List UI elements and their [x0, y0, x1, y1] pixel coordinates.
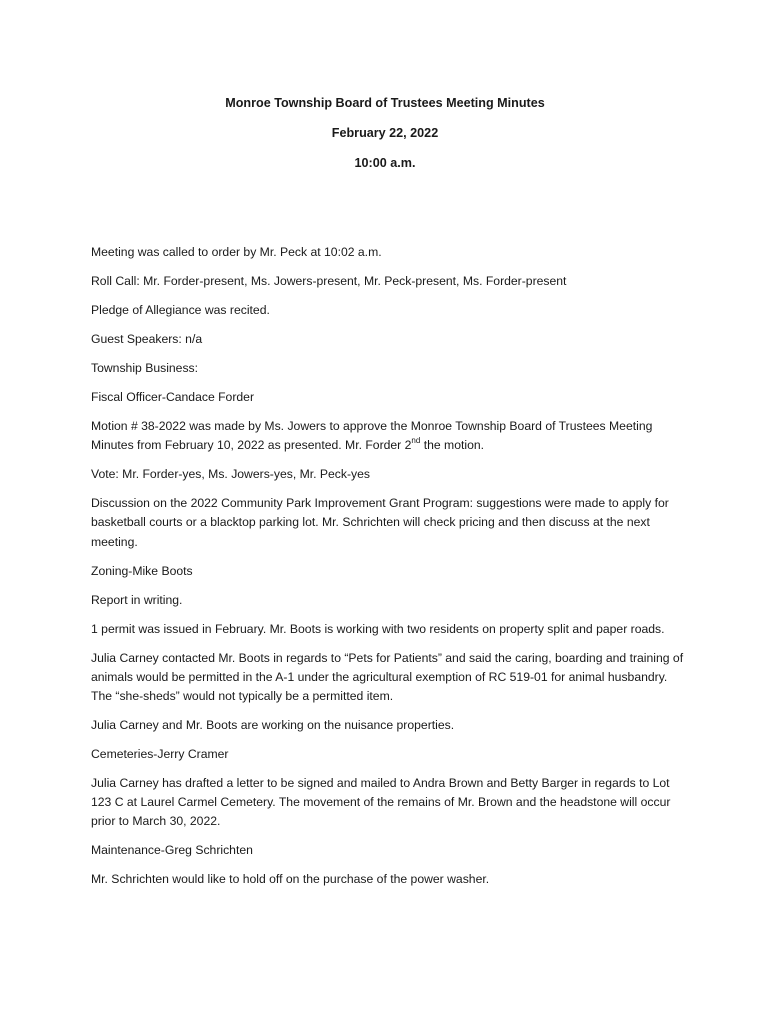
motion-text-a: Motion # 38-2022 was made by Ms. Jowers to approve the Monroe Township Board of Trustees Meeting Minutes from February 10, 2022 as presented. Mr. Forder 2 — [91, 419, 653, 453]
fiscal-officer-heading: Fiscal Officer-Candace Forder — [91, 390, 255, 404]
zoning-heading: Zoning-Mike Boots — [91, 563, 193, 578]
pledge: Pledge of Allegiance was recited. — [91, 303, 270, 317]
nuisance-paragraph: Julia Carney and Mr. Boots are working on the nuisance properties. — [91, 718, 455, 733]
call-to-order: Meeting was called to order by Mr. Peck at 10:02 a.m. — [91, 245, 382, 259]
document-header — [0, 94, 770, 184]
motion-text-b: the motion. — [420, 438, 485, 453]
meeting-date: February 22, 2022 — [331, 126, 439, 140]
motion-superscript: nd — [411, 436, 421, 446]
township-business-heading: Township Business: — [91, 361, 199, 375]
zoning-report: Report in writing. — [91, 592, 183, 607]
roll-call: Roll Call: Mr. Forder-present, Ms. Jowers-present, Mr. Peck-present, Ms. Forder-present — [91, 274, 567, 288]
cemetery-letter-paragraph: Julia Carney has drafted a letter to be signed and mailed to Andra Brown and Betty Barger in regards to Lot 123 C at Laurel Carmel Cemetery. The movement of the remains of Mr. Brown and the headstone will occur prior to March 30, 2022. — [91, 776, 671, 829]
permit-paragraph: 1 permit was issued in February. Mr. Boots is working with two residents on property split and paper roads. — [91, 621, 665, 636]
cemeteries-heading: Cemeteries-Jerry Cramer — [91, 747, 229, 762]
vote: Vote: Mr. Forder-yes, Ms. Jowers-yes, Mr. Peck-yes — [91, 467, 371, 482]
maintenance-heading: Maintenance-Greg Schrichten — [91, 843, 253, 858]
pets-paragraph: Julia Carney contacted Mr. Boots in regards to “Pets for Patients” and said the caring, boarding and training of animals would be permitted in the A-1 under the agricultural exemption of RC 519-01 for animal husbandry. The “she-sheds” would not typically be a permitted item. — [91, 650, 684, 704]
guest-speakers: Guest Speakers: n/a — [91, 332, 203, 346]
power-washer-paragraph: Mr. Schrichten would like to hold off on the purchase of the power washer. — [91, 872, 490, 887]
grant-discussion: Discussion on the 2022 Community Park Improvement Grant Program: suggestions were made to apply for basketball courts or a blacktop parking lot. Mr. Schrichten will check pricing and then discuss at the next meeting. — [91, 496, 669, 549]
meeting-time: 10:00 a.m. — [354, 156, 416, 170]
motion-paragraph — [91, 417, 691, 455]
minutes-body — [91, 243, 691, 899]
document-title: Monroe Township Board of Trustees Meeting Minutes — [225, 96, 545, 110]
